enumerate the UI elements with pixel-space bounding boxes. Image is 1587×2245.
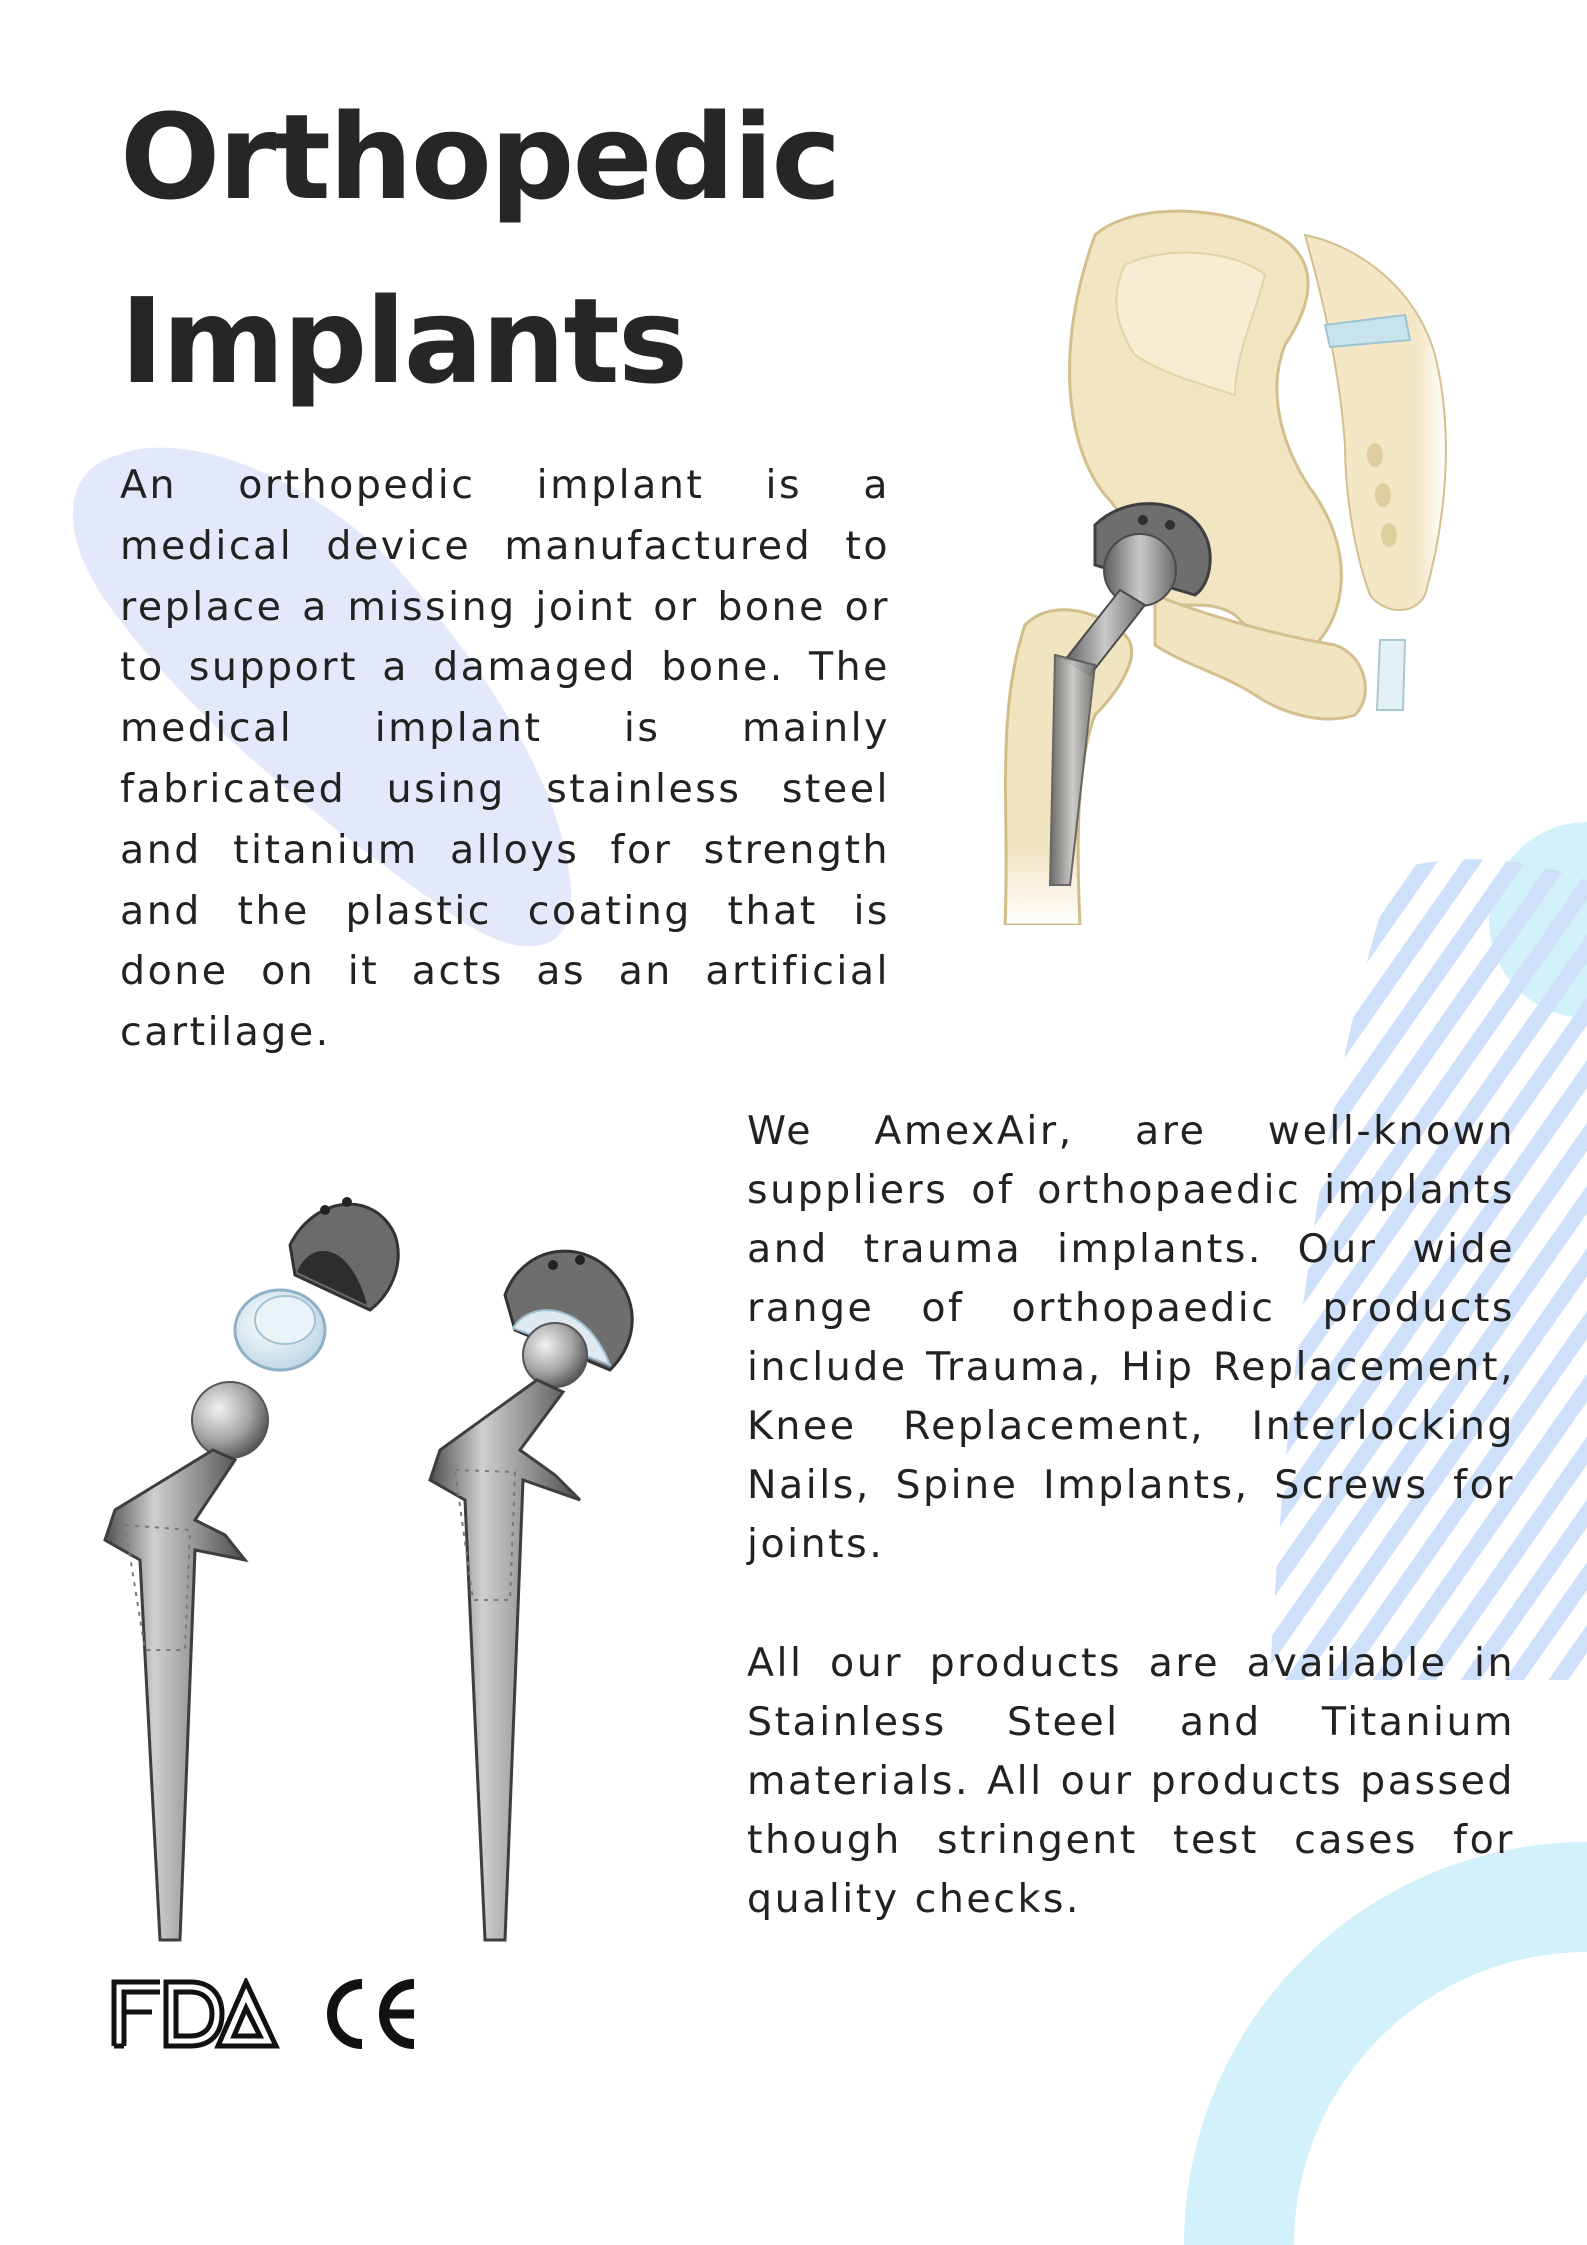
- about-paragraph-1: We AmexAir, are well-known suppliers of orthopaedic implants and trauma implants. Our wide range of orthopaedic products include Trauma, Hip Replacement, Knee Replacement, Interlocking Nails, Spine Implants, Screws for joints.: [747, 1108, 1515, 1567]
- cyan-ring: [1239, 1897, 1587, 2245]
- hip-joint-implant-illustration: [985, 195, 1455, 925]
- hip-stem-implant-illustration: [85, 1180, 675, 1960]
- page-title-line-1: Orthopedic: [120, 88, 840, 226]
- fda-logo: [110, 1978, 280, 2050]
- intro-paragraph: An orthopedic implant is a medical device manufactured to replace a missing joint or bone or to support a damaged bone. The medical implant is mainly fabricated using stainless steel and titanium alloys for strength and the plastic coating that is done on it acts as an artificial cartilage.: [120, 462, 890, 1056]
- ce-logo: [322, 1978, 422, 2050]
- about-paragraph-2: All our products are available in Stainless Steel and Titanium materials. All our products passed though stringent test cases for quality checks.: [747, 1640, 1515, 1922]
- page-title-line-2: Implants: [120, 272, 687, 410]
